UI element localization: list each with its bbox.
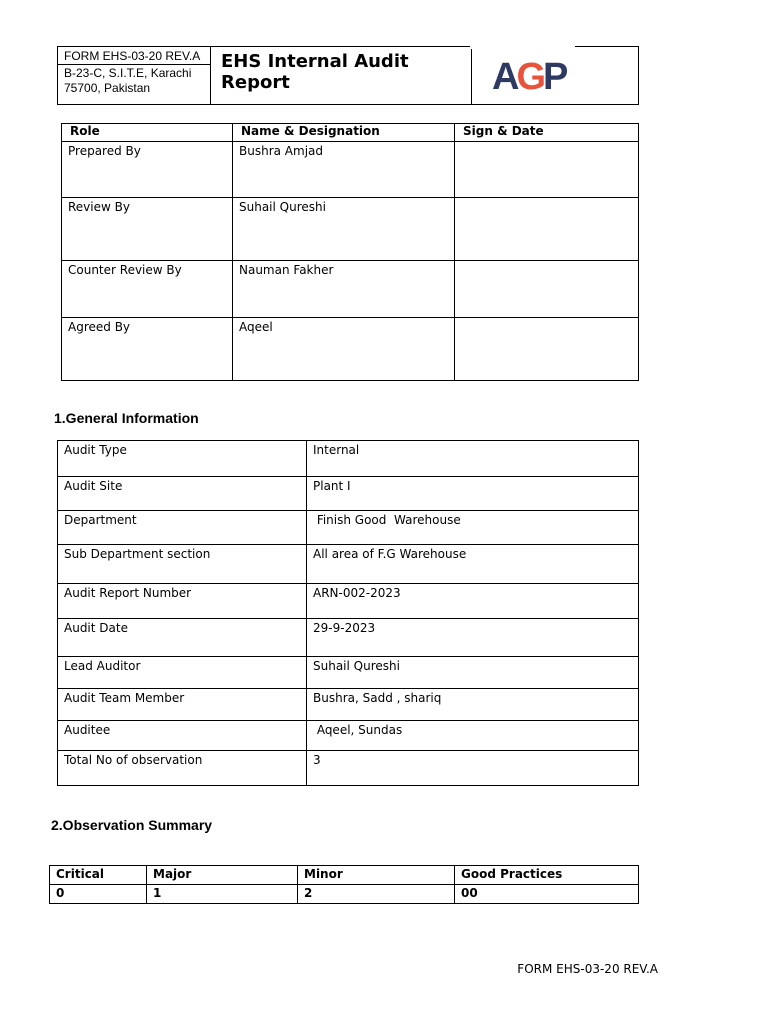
- value-cell: ARN-002-2023: [307, 584, 639, 619]
- minor-value: 2: [298, 885, 455, 904]
- header-title-cell: [211, 47, 472, 105]
- agp-logo-text: AGP: [492, 56, 566, 98]
- observation-header-row: [50, 866, 639, 885]
- address-line2: 75700, Pakistan: [64, 81, 151, 95]
- table-row: [58, 441, 639, 477]
- report-title: EHS Internal Audit Report: [221, 51, 409, 93]
- table-row: [62, 318, 639, 381]
- table-row: [58, 511, 639, 545]
- role-cell: Prepared By: [62, 142, 233, 198]
- table-row: [62, 261, 639, 318]
- col-major: Major: [147, 866, 298, 885]
- sign-cell[interactable]: [455, 261, 639, 318]
- table-row: [58, 477, 639, 511]
- table-row: [62, 142, 639, 198]
- label-cell: Audit Type: [58, 441, 307, 477]
- col-role: Role: [62, 124, 233, 142]
- sign-cell[interactable]: [455, 142, 639, 198]
- table-row: [58, 657, 639, 689]
- value-cell: Bushra, Sadd , shariq: [307, 689, 639, 721]
- signatures-table: [61, 123, 639, 381]
- value-cell: Plant I: [307, 477, 639, 511]
- header-logo-cell: [472, 47, 639, 105]
- header-block: [57, 46, 639, 105]
- footer-form-code: FORM EHS-03-20 REV.A: [517, 962, 658, 976]
- address-line1: B-23-C, S.I.T.E, Karachi: [64, 66, 192, 80]
- table-row: [58, 584, 639, 619]
- general-info-table: [57, 440, 639, 786]
- good-practices-value: 00: [455, 885, 639, 904]
- label-cell: Audit Report Number: [58, 584, 307, 619]
- label-cell: Department: [58, 511, 307, 545]
- major-value: 1: [147, 885, 298, 904]
- observation-values-row: [50, 885, 639, 904]
- table-row: [62, 198, 639, 261]
- name-cell: Suhail Qureshi: [233, 198, 455, 261]
- role-cell: Counter Review By: [62, 261, 233, 318]
- form-code: FORM EHS-03-20 REV.A: [58, 47, 210, 65]
- label-cell: Audit Date: [58, 619, 307, 657]
- label-cell: Lead Auditor: [58, 657, 307, 689]
- value-cell: Internal: [307, 441, 639, 477]
- role-cell: Agreed By: [62, 318, 233, 381]
- observation-summary-title: 2.Observation Summary: [51, 817, 213, 833]
- sign-cell[interactable]: [455, 318, 639, 381]
- agp-logo: [490, 51, 580, 101]
- critical-value: 0: [50, 885, 147, 904]
- col-critical: Critical: [50, 866, 147, 885]
- label-cell: Audit Team Member: [58, 689, 307, 721]
- col-minor: Minor: [298, 866, 455, 885]
- name-cell: Nauman Fakher: [233, 261, 455, 318]
- general-info-title: 1.General Information: [54, 410, 199, 426]
- label-cell: Sub Department section: [58, 545, 307, 584]
- role-cell: Review By: [62, 198, 233, 261]
- label-cell: Total No of observation: [58, 751, 307, 786]
- value-cell: All area of F.G Warehouse: [307, 545, 639, 584]
- label-cell: Audit Site: [58, 477, 307, 511]
- col-sign: Sign & Date: [455, 124, 639, 142]
- address: [58, 65, 210, 97]
- table-row: [58, 619, 639, 657]
- value-cell: Suhail Qureshi: [307, 657, 639, 689]
- value-cell: Finish Good Warehouse: [307, 511, 639, 545]
- value-cell: 29-9-2023: [307, 619, 639, 657]
- col-name: Name & Designation: [233, 124, 455, 142]
- table-row: [58, 545, 639, 584]
- col-good-practices: Good Practices: [455, 866, 639, 885]
- name-cell: Aqeel: [233, 318, 455, 381]
- value-cell: 3: [307, 751, 639, 786]
- value-cell: Aqeel, Sundas: [307, 721, 639, 751]
- observation-summary-table: [49, 865, 639, 904]
- label-cell: Auditee: [58, 721, 307, 751]
- signatures-header-row: [62, 124, 639, 142]
- table-row: [58, 751, 639, 786]
- sign-cell[interactable]: [455, 198, 639, 261]
- table-row: [58, 721, 639, 751]
- name-cell: Bushra Amjad: [233, 142, 455, 198]
- header-left-cell: [58, 47, 211, 105]
- table-row: [58, 689, 639, 721]
